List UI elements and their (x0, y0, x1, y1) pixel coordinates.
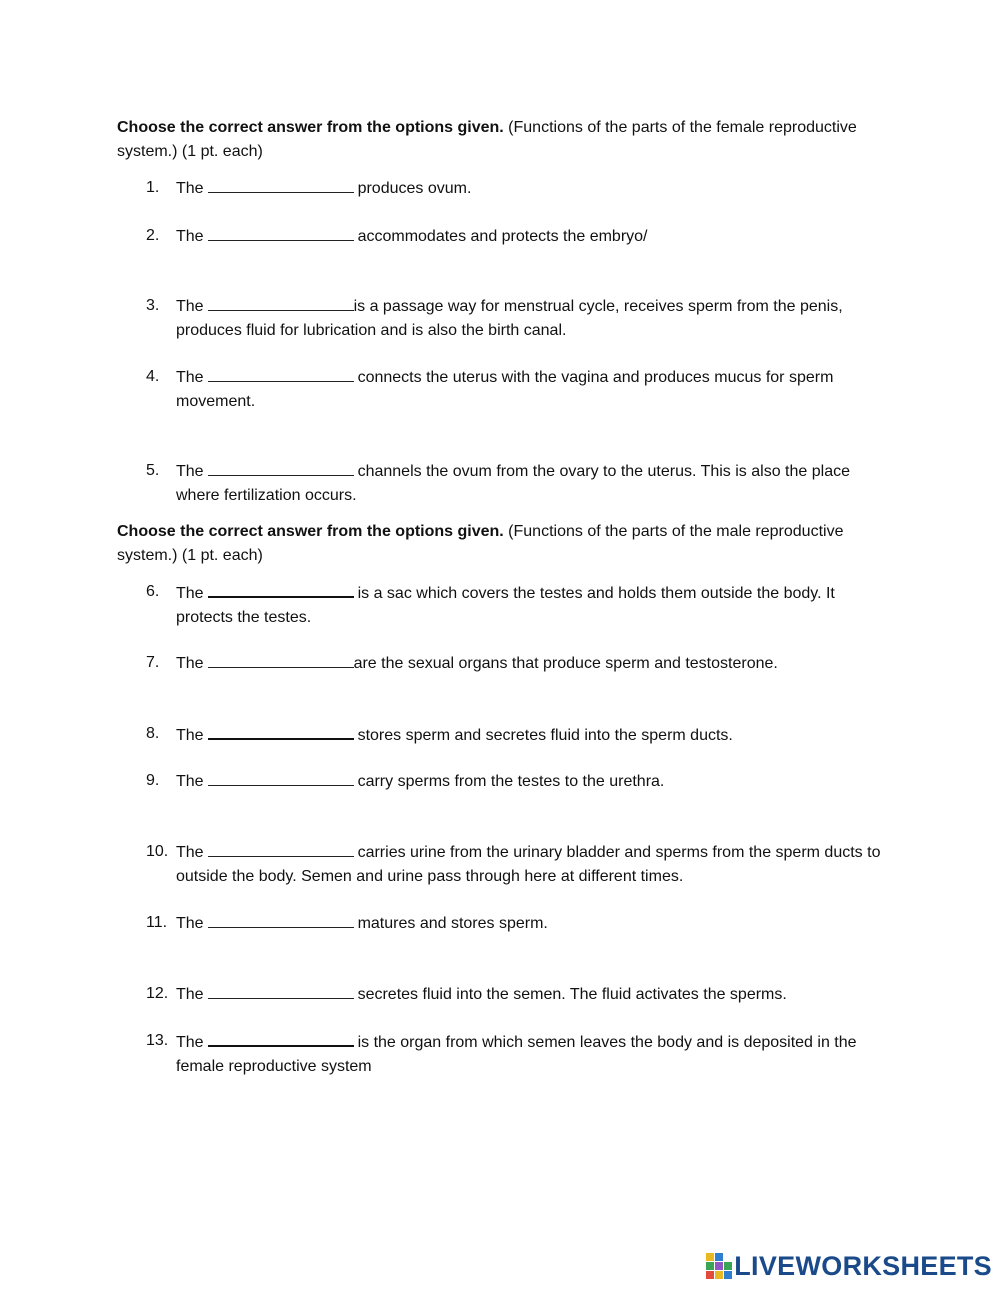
answer-blank[interactable] (208, 294, 354, 311)
question-prefix: The (176, 180, 204, 197)
question-prefix: The (176, 298, 204, 315)
question-text: are the sexual organs that produce sperm and testosterone. (353, 655, 778, 672)
question-text: produces ovum. (357, 180, 472, 197)
question-item (146, 722, 886, 748)
question-text: is a sac which covers the testes and holds them outside the body. It protects the testes. (176, 585, 835, 626)
instructions-bold: Choose the correct answer from the options given. (117, 523, 504, 540)
question-item (146, 294, 886, 343)
answer-blank[interactable] (208, 1029, 354, 1047)
question-prefix: The (176, 915, 204, 932)
question-text: channels the ovum from the ovary to the uterus. This is also the place where fertilization occurs. (176, 463, 850, 504)
instructions-rest: (Functions of the parts of the male reproductive system.) (1 pt. each) (117, 523, 844, 564)
question-prefix: The (176, 463, 204, 480)
question-item (146, 580, 886, 630)
logo-text: LIVEWORKSHEETS (734, 1251, 992, 1281)
answer-blank[interactable] (208, 769, 354, 786)
instructions-bold: Choose the correct answer from the options given. (117, 119, 504, 136)
question-number: 1. (146, 179, 160, 196)
instructions-rest: (Functions of the parts of the female reproductive system.) (1 pt. each) (117, 119, 857, 160)
logo-blocks-icon (706, 1253, 732, 1279)
question-prefix: The (176, 773, 204, 790)
question-text: stores sperm and secretes fluid into the sperm ducts. (357, 727, 733, 744)
question-number: 10. (146, 843, 169, 860)
question-text: carry sperms from the testes to the urethra. (357, 773, 665, 790)
question-item (146, 911, 886, 936)
answer-blank[interactable] (208, 651, 354, 668)
question-text: connects the uterus with the vagina and produces mucus for sperm movement. (176, 369, 834, 410)
question-number: 13. (146, 1032, 169, 1049)
question-item (146, 224, 886, 249)
question-prefix: The (176, 369, 204, 386)
answer-blank[interactable] (208, 459, 354, 476)
question-prefix: The (176, 844, 204, 861)
question-prefix: The (176, 727, 204, 744)
question-number: 8. (146, 725, 160, 742)
question-item (146, 1029, 886, 1079)
answer-blank[interactable] (208, 840, 354, 857)
question-number: 7. (146, 654, 160, 671)
question-number: 4. (146, 368, 160, 385)
question-item (146, 840, 886, 889)
question-prefix: The (176, 585, 204, 602)
question-number: 5. (146, 462, 160, 479)
question-text: carries urine from the urinary bladder and sperms from the sperm ducts to outside the body. Semen and urine pass through here at different times. (176, 844, 881, 885)
question-text: is a passage way for menstrual cycle, receives sperm from the penis, produces fluid for lubrication and is also the birth canal. (176, 298, 843, 339)
answer-blank[interactable] (208, 982, 354, 999)
question-prefix: The (176, 986, 204, 1003)
question-prefix: The (176, 1034, 204, 1051)
question-prefix: The (176, 655, 204, 672)
question-item (146, 176, 886, 201)
question-item (146, 769, 886, 794)
answer-blank[interactable] (208, 722, 354, 740)
question-number: 6. (146, 583, 160, 600)
section-instructions-male (117, 520, 887, 568)
liveworksheets-logo (706, 1249, 992, 1283)
question-text: accommodates and protects the embryo/ (357, 228, 648, 245)
question-number: 9. (146, 772, 160, 789)
answer-blank[interactable] (208, 365, 354, 382)
question-item (146, 982, 886, 1007)
section-instructions-female (117, 116, 887, 164)
question-number: 11. (146, 914, 168, 931)
answer-blank[interactable] (208, 224, 354, 241)
question-number: 12. (146, 985, 169, 1002)
question-item (146, 459, 886, 508)
answer-blank[interactable] (208, 580, 354, 598)
question-text: secretes fluid into the semen. The fluid activates the sperms. (357, 986, 787, 1003)
question-item (146, 365, 886, 414)
question-number: 3. (146, 297, 160, 314)
question-prefix: The (176, 228, 204, 245)
question-text: matures and stores sperm. (357, 915, 548, 932)
answer-blank[interactable] (208, 911, 354, 928)
question-number: 2. (146, 227, 160, 244)
question-text: is the organ from which semen leaves the body and is deposited in the female reproductive system (176, 1034, 857, 1075)
question-item (146, 651, 886, 676)
answer-blank[interactable] (208, 176, 354, 193)
